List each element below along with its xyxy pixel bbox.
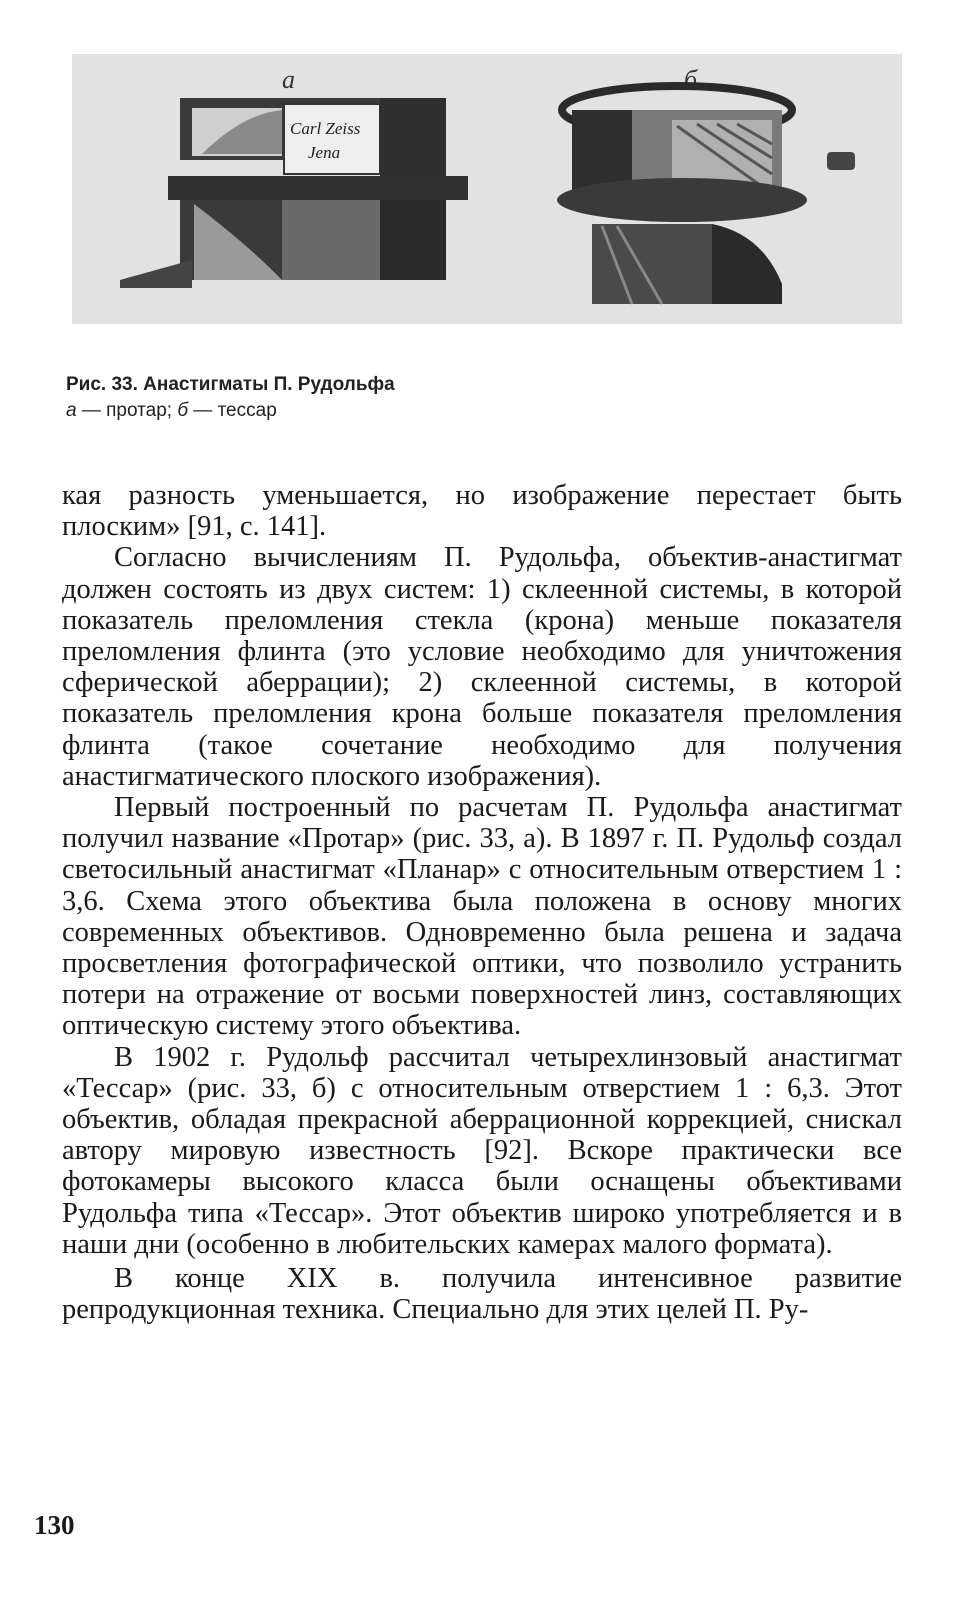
caption-legend xyxy=(66,398,866,424)
paragraph-3: Первый построенный по расчетам П. Рудольфа анастигмат получил название «Протар» (рис. 33, а). В 1897 г. П. Рудольф создал светосильный анастигмат «Планар» с относительным отверстием 1 : 3,6. Схема этого объектива была положена в основу многих современных объективов. Одновременно была решена и задача просветления фотографической оптики, что позволило устранить потери на отражение от восьми поверхностей линз, составляющих оптическую систему этого объектива. xyxy=(62,792,902,1042)
caption-letter-a: а xyxy=(66,400,77,421)
figure-label-a: a xyxy=(282,65,295,94)
paragraph-1: кая разность уменьшается, но изображение перестает быть плоским» [91, с. 141]. xyxy=(62,480,902,543)
main-text xyxy=(62,480,902,1325)
protar-lens-drawing xyxy=(120,98,468,288)
paragraph-5: В конце XIX в. получила интенсивное развитие репродукционная техника. Специально для этих целей П. Ру- xyxy=(62,1263,902,1326)
paragraph-2: Согласно вычислениям П. Рудольфа, объектив-анастигмат должен состоять из двух систем: 1) склеенной системы, в которой показатель преломления стекла (крона) меньше показателя преломления флинта (это условие необходимо для уничтожения сферической аберрации); 2) склеенной системы, в которой показатель преломления крона больше показателя преломления флинта (такое сочетание необходимо для получения анастигматического плоского изображения). xyxy=(62,542,902,792)
figure-label-b: б xyxy=(684,65,698,94)
page-number: 130 xyxy=(34,1510,75,1540)
engraving-text-1: Carl Zeiss xyxy=(290,119,361,138)
caption-text-b: — тессар xyxy=(188,400,277,421)
caption-text-a: — протар; xyxy=(76,400,178,421)
figure-caption xyxy=(66,372,866,424)
caption-title: Рис. 33. Анастигматы П. Рудольфа xyxy=(66,374,395,395)
figure-lens-illustration xyxy=(72,54,902,324)
engraving-text-2: Jena xyxy=(308,143,341,162)
paragraph-4: В 1902 г. Рудольф рассчитал четырехлинзовый анастигмат «Тессар» (рис. 33, б) с относительным отверстием 1 : 6,3. Этот объектив, обладая прекрасной аберрационной коррекцией, снискал автору мировую известность [92]. Вскоре практически все фотокамеры высокого класса были оснащены объективами Рудольфа типа «Тессар». Этот объектив широко употребляется и в наши дни (особенно в любительских камерах малого формата). xyxy=(62,1041,902,1260)
tessar-lens-drawing xyxy=(557,86,855,304)
caption-letter-b: б xyxy=(177,400,189,421)
